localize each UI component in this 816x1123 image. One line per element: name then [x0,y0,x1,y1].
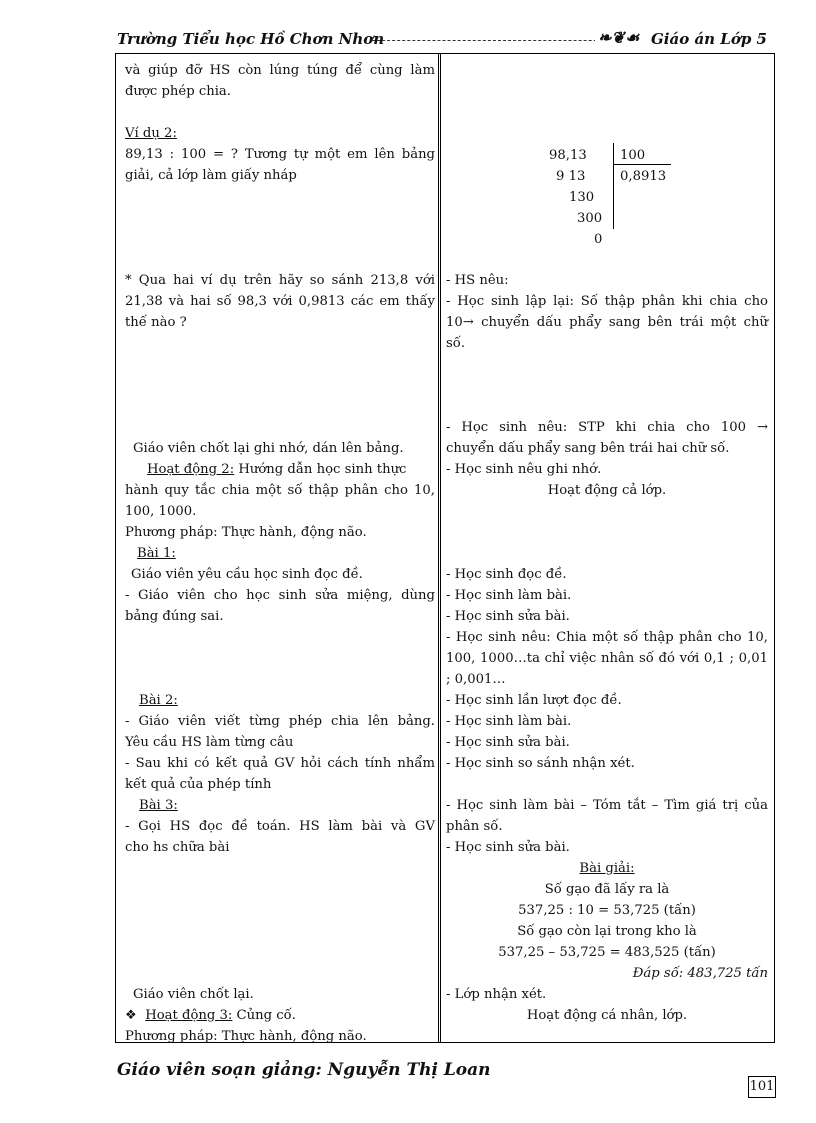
text-line: Giáo viên yêu cầu học sinh đọc đề. [131,567,363,582]
activity-text: Củng cố. [232,1008,296,1023]
remainder-line: 9 13 [556,169,586,184]
solution-line: Số gạo còn lại trong kho là [517,924,697,939]
text-line: số. [446,336,466,351]
solution-line: 537,25 – 53,725 = 483,525 (tấn) [498,945,716,960]
solution-line: 537,25 : 10 = 53,725 (tấn) [518,903,696,918]
text-line: giải, cả lớp làm giấy nháp [125,168,297,183]
text-line: và giúp đỡ HS còn lúng túng để cùng làm [125,63,435,78]
text-line: ; 0,001… [446,672,506,687]
activity-label: Hoạt động 2: [147,462,235,477]
remainder-line: 130 [569,190,595,205]
solution-heading-text: Bài giải: [579,861,635,876]
activity-mode: Hoạt động cả lớp. [547,483,667,498]
text-line: - Học sinh lần lượt đọc đề. [446,693,622,708]
text-line: chuyển dấu phẩy sang bên trái hai chữ số. [446,441,730,456]
text-line: 100, 1000. [125,504,197,519]
text-line: - Học sinh đọc đề. [446,567,567,582]
quotient: 0,8913 [620,169,667,184]
exercise-heading: Bài 2: [139,693,178,708]
activity-mode: Hoạt động cá nhân, lớp. [526,1008,688,1023]
footer-author: Giáo viên soạn giảng: Nguyễn Thị Loan [117,1060,491,1080]
text-line: - Học sinh làm bài – Tóm tắt – Tìm giá trị của [446,798,768,813]
example-heading: Ví dụ 2: [125,126,177,141]
text-line: - Học sinh nêu: Chia một số thập phân cho 10, [446,630,768,645]
text-line: hành quy tắc chia một số thập phân cho 10, [125,483,435,498]
text-line: thế nào ? [125,315,187,330]
text-line: - HS nêu: [446,273,509,288]
division-vertical-bar [613,143,614,229]
method-line: Phương pháp: Thực hành, động não. [125,525,367,540]
solution-heading [446,858,768,879]
text-line: - Lớp nhận xét. [446,987,547,1002]
dividend: 98,13 [549,148,587,163]
text-line: - Học sinh sửa bài. [446,735,570,750]
ornament-icon: ❧❦☙ [595,28,642,47]
text-line: - Học sinh nêu: STP khi chia cho 100 → [446,420,768,435]
remainder-line: 300 [577,211,603,226]
text-line: - Học sinh làm bài. [446,588,572,603]
activity-heading [125,1005,296,1026]
answer-line: Đáp số: 483,725 tấn [632,966,768,981]
text-line: - Học sinh nêu ghi nhớ. [446,462,602,477]
text-line: cho hs chữa bài [125,840,230,855]
document-title: Giáo án Lớp 5 [650,30,767,48]
text-line: - Sau khi có kết quả GV hỏi cách tính nhẩm [125,756,435,771]
text-line: - Học sinh sửa bài. [446,840,570,855]
text-line: - Giáo viên viết từng phép chia lên bảng. [125,714,435,729]
text-line: Giáo viên chốt lại. [133,987,254,1002]
exercise-heading: Bài 1: [137,546,176,561]
text-line: phân số. [446,819,503,834]
column-divider [438,54,441,1042]
exercise-heading: Bài 3: [139,798,178,813]
method-line: Phương pháp: Thực hành, động não. [125,1029,367,1044]
text-line: - Gọi HS đọc đề toán. HS làm bài và GV [125,819,435,834]
text-line: - Học sinh làm bài. [446,714,572,729]
activity-heading [147,459,406,480]
text-line: 89,13 : 100 = ? Tương tự một em lên bảng [125,147,435,162]
solution-line: Số gạo đã lấy ra là [544,882,670,897]
remainder-line: 0 [594,232,603,247]
activity-label: Hoạt động 3: [145,1008,233,1023]
text-line: kết quả của phép tính [125,777,272,792]
text-line: 10→ chuyển dấu phẩy sang bên trái một chữ [446,315,768,330]
division-horizontal-bar [613,164,671,165]
diamond-bullet-icon: ❖ [125,1008,137,1023]
text-line: 100, 1000…ta chỉ việc nhân số đó với 0,1 ; 0,01 [446,651,768,666]
text-line: * Qua hai ví dụ trên hãy so sánh 213,8 với [125,273,435,288]
lesson-table [115,53,775,1043]
page-header [117,28,767,50]
text-line: - Học sinh so sánh nhận xét. [446,756,635,771]
text-line: bảng đúng sai. [125,609,224,624]
text-line: - Giáo viên cho học sinh sửa miệng, dùng [125,588,435,603]
text-line: - Học sinh lập lại: Số thập phân khi chia cho [446,294,768,309]
text-line: 21,38 và hai số 98,3 với 0,9813 các em thấy [125,294,435,309]
divisor: 100 [620,148,646,163]
activity-text: Hướng dẫn học sinh thực [234,462,407,477]
text-line: được phép chia. [125,84,231,99]
school-name: Trường Tiểu học Hồ Chơn Nhơn [117,30,385,48]
text-line: Giáo viên chốt lại ghi nhớ, dán lên bảng. [133,441,404,456]
text-line: Yêu cầu HS làm từng câu [125,735,294,750]
page-number: 101 [748,1076,776,1098]
text-line: - Học sinh sửa bài. [446,609,570,624]
